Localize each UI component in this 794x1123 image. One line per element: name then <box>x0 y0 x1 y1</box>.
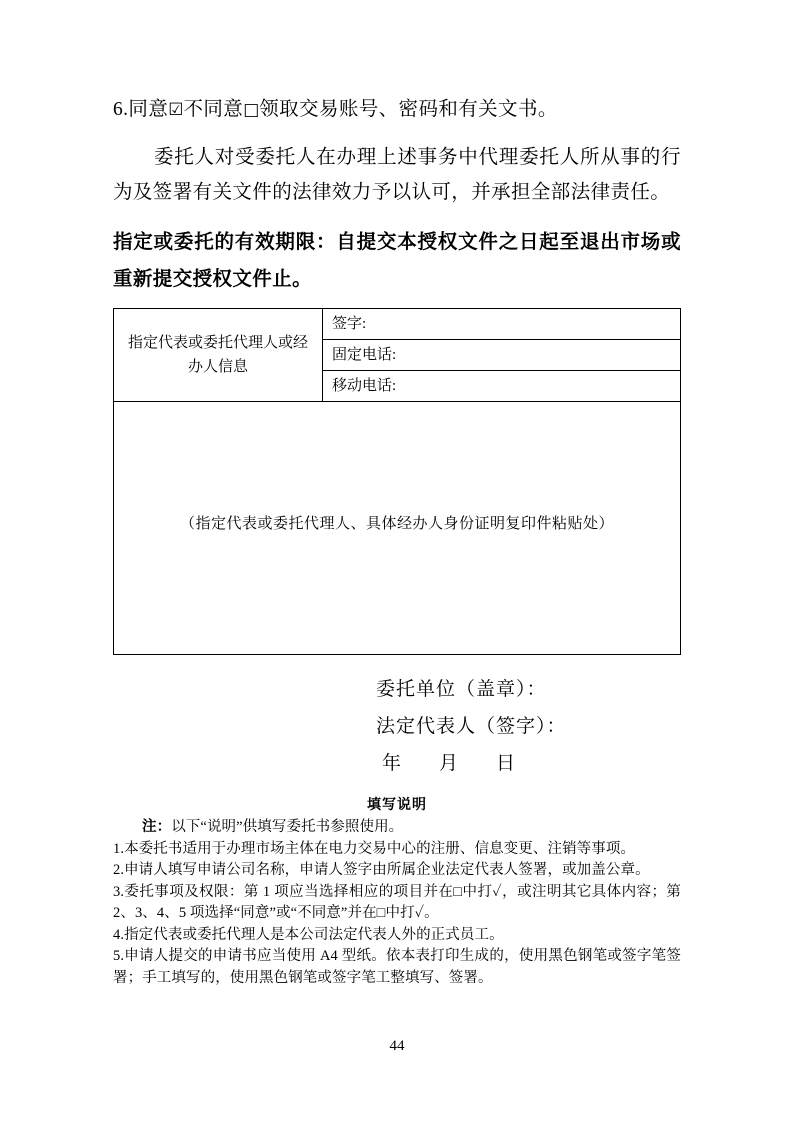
signature-block <box>113 671 681 782</box>
liability-paragraph: 委托人对受委托人在办理上述事务中代理委托人所从事的行为及签署有关文件的法律效力予以认可，并承担全部法律责任。 <box>113 147 681 203</box>
consent-item-6-prefix: 6.同意 <box>113 99 169 120</box>
instruction-item-1: 1.本委托书适用于办理市场主体在电力交易中心的注册、信息变更、注销等事项。 <box>113 840 636 857</box>
spacer <box>113 210 681 224</box>
checkbox-checked-icon[interactable]: ☑ <box>168 100 184 120</box>
instruction-item-5: 5.申请人提交的申请书应当使用 A4 型纸。依本表打印生成的，使用黑色钢笔或签字笔签署；手工填写的，使用黑色钢笔或签字笔工整填写、签署。 <box>113 948 681 986</box>
date-line <box>376 745 681 782</box>
field-mobile-phone[interactable]: 移动电话: <box>323 371 681 402</box>
page-number: 44 <box>389 1038 405 1054</box>
consent-item-6-suffix: 领取交易账号、密码和有关文书。 <box>259 99 558 120</box>
instructions-title: 填写说明 <box>367 798 427 813</box>
instructions-note-prefix: 注： <box>142 819 172 835</box>
instruction-item-3: 3.委托事项及权限：第 1 项应当选择相应的项目并在□中打✓，或注明其它具体内容；第 2、3、4、5 项选择“同意”或“不同意”并在□中打✓。 <box>113 883 681 921</box>
table-row <box>114 309 681 340</box>
instruction-item-2: 2.申请人填写申请公司名称，申请人签字由所属企业法定代表人签署，或加盖公章。 <box>113 862 650 878</box>
table-row <box>114 402 681 655</box>
consent-item-6-middle: 不同意 <box>183 99 244 120</box>
table-row-label-representative-info: 指定代表或委托代理人或经办人信息 <box>114 309 323 402</box>
id-copy-paste-area-note: （指定代表或委托代理人、具体经办人身份证明复印件粘贴处） <box>179 515 614 532</box>
instructions-note-text: 以下“说明”供填写委托书参照使用。 <box>171 819 404 835</box>
representative-info-table <box>113 308 681 655</box>
field-signature[interactable]: 签字: <box>323 309 681 340</box>
date-day-label: 日 <box>496 753 516 774</box>
id-copy-paste-area[interactable] <box>114 402 681 655</box>
document-content <box>113 92 681 989</box>
legal-representative-line: 法定代表人（签字）： <box>376 716 567 737</box>
checkbox-unchecked-icon[interactable]: □ <box>243 100 260 120</box>
instructions-section <box>113 796 681 989</box>
instructions-note-line <box>113 817 681 839</box>
date-year-label: 年 <box>382 753 402 774</box>
validity-period-heading: 指定或委托的有效期限：自提交本授权文件之日起至退出市场或重新提交授权文件止。 <box>113 232 681 290</box>
entrusting-unit-line: 委托单位（盖章）： <box>376 679 547 700</box>
date-month-label: 月 <box>439 753 459 774</box>
consent-item-6 <box>113 92 681 128</box>
field-landline-phone[interactable]: 固定电话: <box>323 340 681 371</box>
instruction-item-4: 4.指定代表或委托代理人是本公司法定代表人外的正式员工。 <box>113 926 504 943</box>
